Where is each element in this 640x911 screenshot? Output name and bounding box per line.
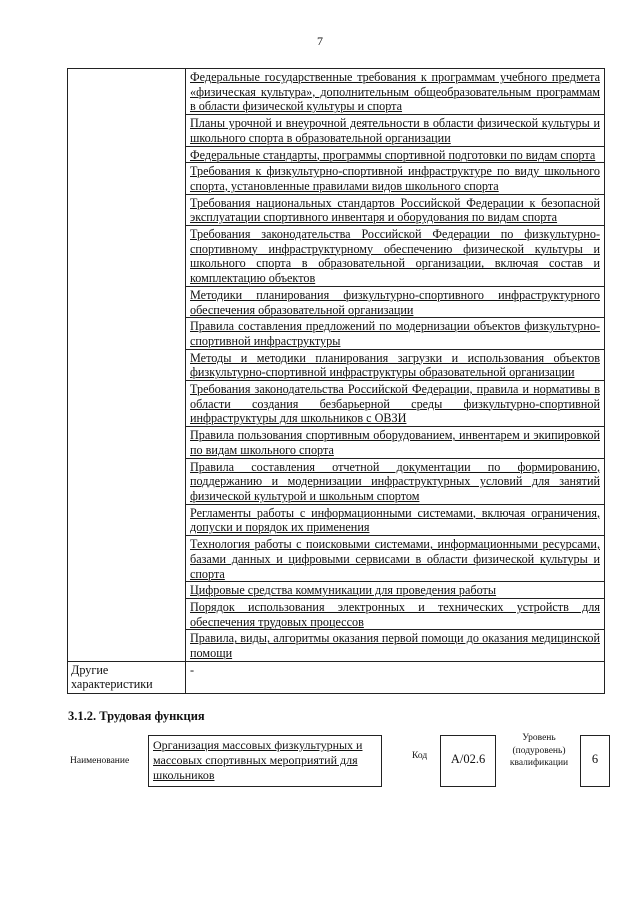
- requirement-cell: [186, 163, 605, 194]
- requirement-text: Методики планирования физкультурно-спортивного инфраструктурного обеспечения образовательной организации: [190, 287, 600, 317]
- table-row-other: [68, 661, 605, 693]
- requirement-cell: [186, 381, 605, 427]
- requirement-cell: [186, 318, 605, 349]
- requirement-cell: [186, 598, 605, 629]
- requirement-text: Правила, виды, алгоритмы оказания первой помощи до оказания медицинской помощи: [190, 631, 600, 661]
- code-label: Код: [412, 751, 428, 761]
- section-title: 3.1.2. Трудовая функция: [68, 709, 205, 723]
- requirement-text: Регламенты работы с информационными системами, включая ограничения, допуски и порядок их применения: [190, 505, 600, 535]
- requirement-text: Цифровые средства коммуникации для проведения работы: [190, 583, 497, 598]
- requirement-cell: [186, 427, 605, 458]
- qualification-level: 6: [580, 735, 610, 787]
- requirement-text: Правила составления отчетной документации по формированию, поддержанию и модернизации инфраструктурных условий для занятий физической культурой и школьным спортом: [190, 459, 600, 503]
- requirement-cell: [186, 286, 605, 317]
- requirement-text: Планы урочной и внеурочной деятельности в области физической культуры и школьного спорта в образовательной организации: [190, 116, 600, 145]
- requirement-text: Порядок использования электронных и технических устройств для обеспечения трудовых процессов: [190, 599, 600, 629]
- requirement-cell: [186, 194, 605, 225]
- requirements-table: [67, 68, 605, 694]
- other-characteristics-label: Другие характеристики: [68, 661, 186, 693]
- requirement-text: Федеральные стандарты, программы спортивной подготовки по видам спорта: [190, 147, 596, 162]
- requirement-text: Методы и методики планирования загрузки и использования объектов физкультурно-спортивной инфраструктуры образовательной организации: [190, 350, 600, 380]
- level-label: Уровень (подуровень) квалификации: [509, 733, 569, 768]
- name-label: Наименование: [70, 756, 130, 766]
- requirement-text: Правила пользования спортивным оборудованием, инвентарем и экипировкой по видам школьного спорта: [190, 428, 600, 457]
- requirement-cell: [186, 115, 605, 146]
- table-row: [68, 69, 605, 115]
- labor-function-name: [148, 735, 382, 787]
- requirement-text: Требования законодательства Российской Федерации, правила и нормативы в области создания безбарьерной среды физкультурно-спортивной инфраструктуры для школьников с ОВЗИ: [190, 382, 600, 426]
- requirement-cell: [186, 536, 605, 582]
- requirement-text: Технология работы с поисковыми системами, информационными ресурсами, базами данных и цифровыми сервисами в области физической культуры и спорта: [190, 537, 600, 581]
- other-characteristics-value: -: [186, 661, 605, 693]
- requirement-cell: [186, 504, 605, 535]
- requirement-text: Требования национальных стандартов Российской Федерации к безопасной эксплуатации спортивного инвентаря и оборудования по видам спорта: [190, 195, 600, 225]
- labor-function-code: А/02.6: [440, 735, 496, 787]
- requirement-cell: [186, 226, 605, 287]
- requirement-cell: [186, 349, 605, 380]
- requirement-cell: [186, 69, 605, 115]
- requirement-cell: [186, 458, 605, 504]
- page-number: 7: [317, 34, 323, 48]
- row-label-empty: [68, 69, 186, 662]
- requirement-text: Требования к физкультурно-спортивной инфраструктуре по виду школьного спорта, установленные правилами видов школьного спорта: [190, 164, 600, 193]
- requirement-text: Требования законодательства Российской Федерации по физкультурно-спортивному инфраструктурному обеспечению физической культуры и школьного спорта в образовательной организации, включая состав и комплектацию объектов: [190, 227, 600, 286]
- requirement-text: Правила составления предложений по модернизации объектов физкультурно-спортивной инфраструктуры: [190, 319, 600, 348]
- labor-function-name-text: Организация массовых физкультурных и массовых спортивных мероприятий для школьников: [153, 738, 363, 782]
- requirement-cell: [186, 146, 605, 163]
- requirement-cell: [186, 582, 605, 599]
- requirement-cell: [186, 630, 605, 661]
- requirement-text: Федеральные государственные требования к программам учебного предмета «физическая культура», дополнительным общеобразовательным программам в области физической культуры и спорта: [190, 70, 600, 114]
- labor-function-row: [0, 732, 640, 802]
